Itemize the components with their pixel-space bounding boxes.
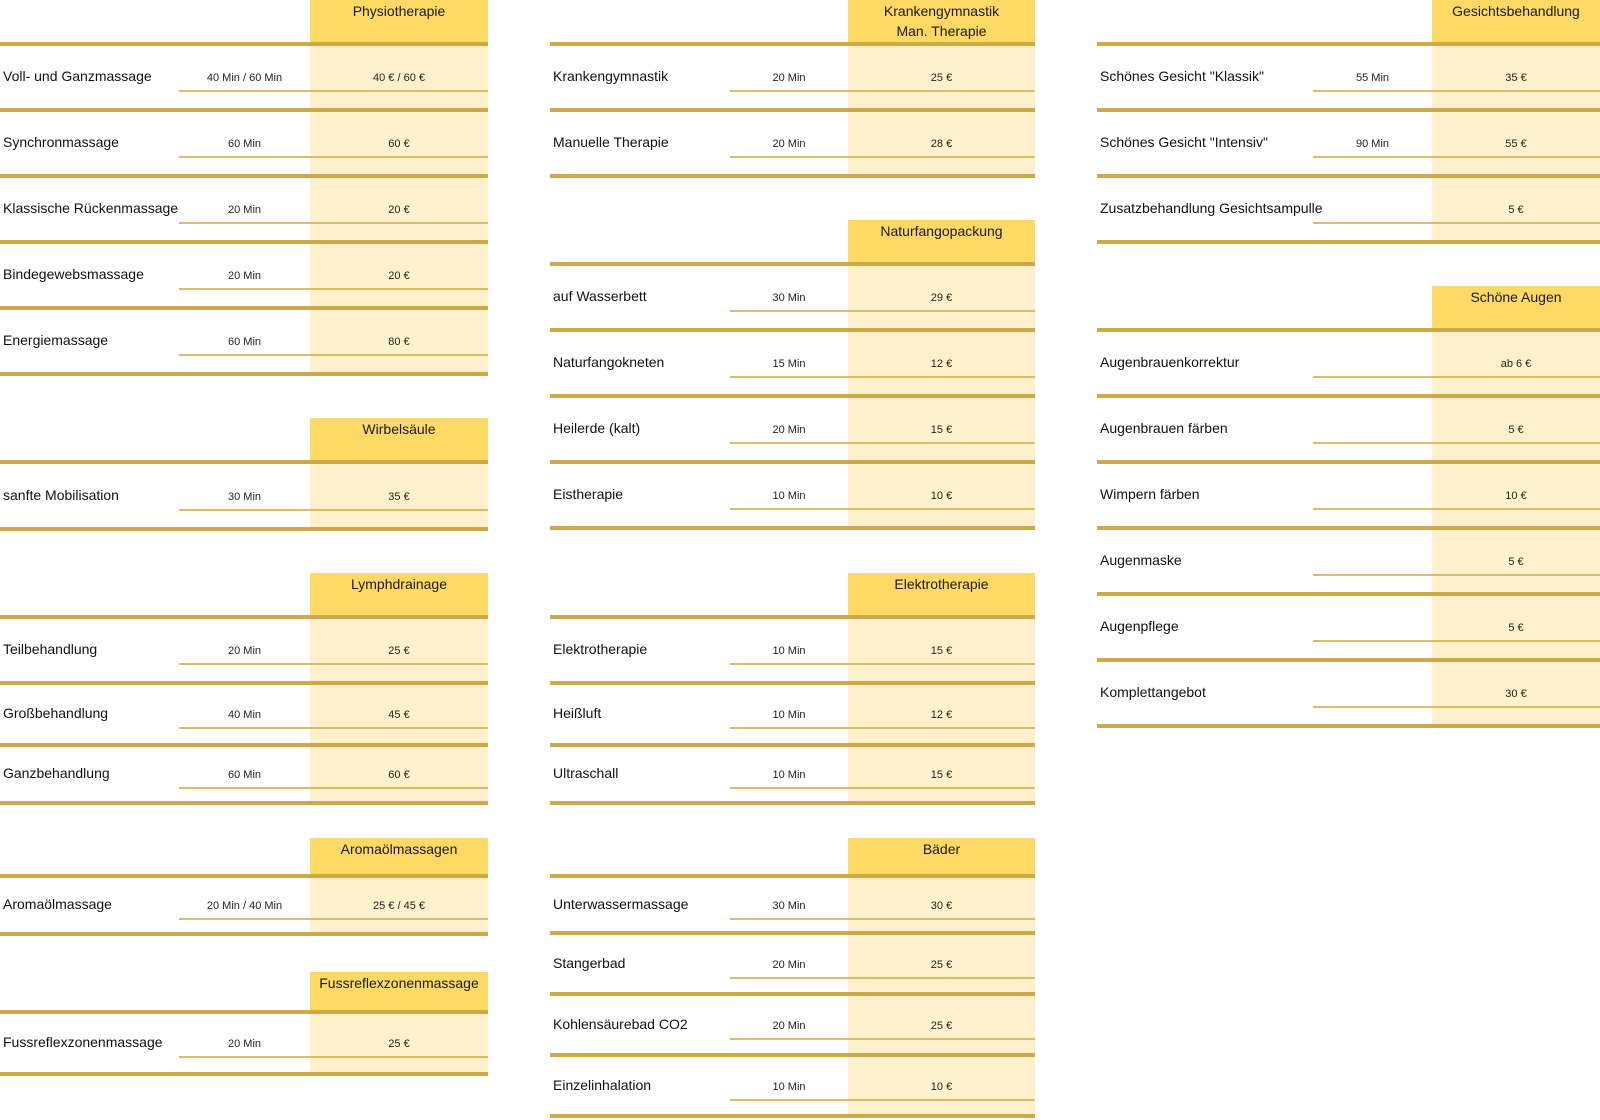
row-separator: [0, 801, 488, 805]
section-header: [848, 0, 1035, 44]
service-name: Teilbehandlung: [3, 641, 98, 657]
service-duration: 20 Min: [227, 204, 262, 216]
service-name: Augenbrauenkorrektur: [1100, 354, 1240, 370]
section-title: Elektrotherapie: [894, 576, 989, 592]
service-row: [550, 933, 1035, 994]
service-name: Zusatzbehandlung Gesichtsampulle: [1100, 200, 1323, 216]
service-name: Wimpern färben: [1100, 486, 1200, 502]
service-name: auf Wasserbett: [553, 288, 647, 304]
service-name: Klassische Rückenmassage: [3, 200, 179, 216]
price-section: [0, 972, 488, 1078]
service-duration: 20 Min: [227, 270, 262, 282]
service-name: Manuelle Therapie: [553, 134, 669, 150]
service-name: Ganzbehandlung: [3, 765, 110, 781]
service-row: [1097, 528, 1600, 594]
service-name: Großbehandlung: [3, 705, 109, 721]
service-duration: 60 Min: [227, 336, 262, 348]
service-price: 25 €: [930, 72, 953, 84]
service-name: Heilerde (kalt): [553, 420, 641, 436]
service-price: 25 €: [388, 1038, 410, 1050]
service-price: 5 €: [1508, 204, 1524, 216]
service-price: 10 €: [930, 490, 953, 502]
service-duration: 30 Min: [772, 900, 806, 912]
row-underline: [179, 787, 488, 789]
price-section: [0, 418, 488, 533]
section-header: [848, 573, 1035, 617]
row-underline: [1313, 442, 1600, 444]
service-duration: 15 Min: [772, 358, 806, 370]
service-name: Bindegewebsmassage: [3, 266, 144, 282]
row-underline: [730, 727, 1035, 729]
service-row: [550, 1055, 1035, 1116]
service-name: Heißluft: [553, 705, 602, 721]
service-price: 45 €: [388, 709, 410, 721]
service-duration: 30 Min: [227, 491, 262, 503]
service-row: [0, 308, 488, 374]
row-underline: [1313, 156, 1600, 158]
service-price: 25 €: [388, 645, 410, 657]
service-name: Komplettangebot: [1100, 684, 1206, 700]
service-name: Augenbrauen färben: [1100, 420, 1228, 436]
service-name: Kohlensäurebad CO2: [553, 1016, 688, 1032]
row-underline: [179, 222, 488, 224]
section-title: Lymphdrainage: [351, 576, 447, 592]
service-row: [550, 876, 1035, 933]
section-header: [848, 220, 1035, 264]
service-duration: 20 Min: [772, 1020, 806, 1032]
service-row: [550, 683, 1035, 745]
service-row: [1097, 110, 1600, 176]
section-title: Wirbelsäule: [362, 421, 436, 437]
row-underline: [1313, 508, 1600, 510]
service-row: [550, 396, 1035, 462]
service-name: Eistherapie: [553, 486, 624, 502]
service-row: [0, 1012, 488, 1074]
service-price: 29 €: [930, 292, 953, 304]
row-underline: [179, 90, 488, 92]
service-duration: 20 Min / 40 Min: [206, 900, 283, 912]
service-price: 20 €: [388, 204, 410, 216]
price-section: [550, 573, 1035, 807]
service-row: [0, 242, 488, 308]
row-underline: [1313, 90, 1600, 92]
section-title-line: Man. Therapie: [896, 23, 987, 39]
service-price: 55 €: [1505, 138, 1527, 150]
service-duration: 60 Min: [227, 138, 262, 150]
service-duration: 10 Min: [772, 645, 806, 657]
service-row: [1097, 330, 1600, 396]
section-header: [310, 972, 488, 1012]
service-row: [550, 330, 1035, 396]
row-underline: [179, 918, 488, 920]
price-section: [0, 838, 488, 938]
section-header: [310, 838, 488, 876]
service-duration: 10 Min: [772, 1081, 806, 1093]
service-row: [550, 264, 1035, 330]
service-price: 25 € / 45 €: [373, 900, 425, 912]
service-duration: 55 Min: [1355, 72, 1390, 84]
service-price: 35 €: [1505, 72, 1527, 84]
service-name: Ultraschall: [553, 765, 619, 781]
service-duration: 30 Min: [772, 292, 806, 304]
row-underline: [730, 787, 1035, 789]
service-price: 40 € / 60 €: [373, 72, 425, 84]
service-name: Unterwassermassage: [553, 896, 689, 912]
service-price: 25 €: [930, 959, 953, 971]
price-section: [0, 0, 488, 378]
row-underline: [730, 376, 1035, 378]
price-section: [550, 838, 1035, 1120]
service-row: [550, 44, 1035, 110]
row-underline: [730, 663, 1035, 665]
section-title: Schöne Augen: [1470, 289, 1562, 305]
service-price: 5 €: [1508, 424, 1524, 436]
service-price: 5 €: [1508, 556, 1524, 568]
service-price: 60 €: [388, 138, 410, 150]
service-price: 5 €: [1508, 622, 1524, 634]
row-underline: [1313, 222, 1600, 224]
service-row: [0, 110, 488, 176]
row-underline: [1313, 706, 1600, 708]
price-section: [1097, 286, 1600, 730]
service-duration: 20 Min: [772, 959, 806, 971]
section-title: Physiotherapie: [352, 3, 446, 19]
section-title: Naturfangopackung: [880, 223, 1003, 239]
row-separator: [0, 1072, 488, 1076]
row-separator: [0, 527, 488, 531]
section-title: Bäder: [922, 841, 961, 857]
service-price: 30 €: [930, 900, 953, 912]
row-underline: [179, 727, 488, 729]
service-price: 15 €: [930, 769, 953, 781]
service-name: Synchronmassage: [3, 134, 119, 150]
service-price: 15 €: [930, 645, 953, 657]
service-name: Fussreflexzonenmassage: [3, 1034, 163, 1050]
service-row: [1097, 44, 1600, 110]
service-name: Voll- und Ganzmassage: [3, 68, 152, 84]
row-underline: [179, 156, 488, 158]
service-name: Einzelinhalation: [553, 1077, 652, 1093]
row-underline: [730, 918, 1035, 920]
price-section: [550, 220, 1035, 532]
row-separator: [550, 801, 1035, 805]
service-name: Stangerbad: [553, 955, 626, 971]
service-name: Naturfangokneten: [553, 354, 665, 370]
service-row: [550, 617, 1035, 683]
price-section: [0, 573, 488, 807]
service-price: 15 €: [930, 424, 953, 436]
service-duration: 90 Min: [1355, 138, 1390, 150]
service-name: Aromaölmassage: [3, 896, 112, 912]
row-underline: [1313, 640, 1600, 642]
service-price: 80 €: [388, 336, 410, 348]
price-section: [1097, 0, 1600, 246]
section-title: Fussreflexzonenmassage: [319, 975, 479, 991]
service-price: 25 €: [930, 1020, 953, 1032]
service-name: Schönes Gesicht "Klassik": [1100, 68, 1265, 84]
section-title-line: Krankengymnastik: [883, 3, 1000, 19]
service-price: ab 6 €: [1500, 358, 1532, 370]
service-price: 12 €: [930, 709, 953, 721]
row-underline: [1313, 574, 1600, 576]
service-name: Augenpflege: [1100, 618, 1179, 634]
service-name: Augenmaske: [1100, 552, 1182, 568]
section-title: Aromaölmassagen: [340, 841, 458, 857]
service-duration: 10 Min: [772, 490, 806, 502]
service-row: [550, 110, 1035, 176]
service-row: [0, 745, 488, 803]
service-duration: 20 Min: [772, 138, 806, 150]
service-row: [0, 876, 488, 934]
service-duration: 20 Min: [227, 1038, 262, 1050]
service-row: [1097, 396, 1600, 462]
row-underline: [730, 977, 1035, 979]
row-underline: [730, 1038, 1035, 1040]
service-price: 10 €: [1505, 490, 1527, 502]
row-underline: [179, 354, 488, 356]
section-header: [848, 838, 1035, 876]
service-row: [0, 462, 488, 529]
service-name: Energiemassage: [3, 332, 109, 348]
service-name: sanfte Mobilisation: [3, 487, 119, 503]
service-name: Krankengymnastik: [553, 68, 669, 84]
row-separator: [1097, 724, 1600, 728]
row-underline: [179, 288, 488, 290]
service-duration: 10 Min: [772, 709, 806, 721]
service-price: 60 €: [388, 769, 410, 781]
service-row: [0, 44, 488, 110]
service-name: Schönes Gesicht "Intensiv": [1100, 134, 1268, 150]
service-price: 30 €: [1505, 688, 1527, 700]
service-duration: 20 Min: [772, 72, 806, 84]
service-row: [550, 994, 1035, 1055]
service-price: 35 €: [388, 491, 410, 503]
row-underline: [730, 442, 1035, 444]
service-row: [0, 683, 488, 745]
service-row: [1097, 594, 1600, 660]
row-underline: [730, 508, 1035, 510]
service-duration: 10 Min: [772, 769, 806, 781]
section-header: [1432, 286, 1600, 330]
service-row: [1097, 660, 1600, 726]
section-title: Gesichtsbehandlung: [1452, 3, 1580, 19]
service-row: [1097, 176, 1600, 242]
service-name: Elektrotherapie: [553, 641, 648, 657]
row-underline: [730, 310, 1035, 312]
section-header: [310, 573, 488, 617]
service-row: [0, 176, 488, 242]
section-header: [1432, 0, 1600, 44]
row-underline: [730, 1099, 1035, 1101]
section-header: [310, 418, 488, 462]
service-duration: 60 Min: [227, 769, 262, 781]
service-price: 12 €: [930, 358, 953, 370]
service-price: 10 €: [930, 1081, 953, 1093]
service-row: [550, 745, 1035, 803]
row-underline: [179, 663, 488, 665]
row-separator: [550, 526, 1035, 530]
price-section: [550, 0, 1035, 180]
row-separator: [1097, 240, 1600, 244]
row-underline: [730, 90, 1035, 92]
row-underline: [1313, 376, 1600, 378]
row-separator: [0, 372, 488, 376]
service-duration: 40 Min: [227, 709, 262, 721]
row-separator: [550, 174, 1035, 178]
row-separator: [0, 932, 488, 936]
service-price: 20 €: [388, 270, 410, 282]
service-row: [0, 617, 488, 683]
service-duration: 40 Min / 60 Min: [206, 72, 283, 84]
service-duration: 20 Min: [772, 424, 806, 436]
row-underline: [179, 509, 488, 511]
section-header: [310, 0, 488, 44]
service-duration: 20 Min: [227, 645, 262, 657]
row-underline: [179, 1056, 488, 1058]
service-row: [1097, 462, 1600, 528]
row-underline: [730, 156, 1035, 158]
service-row: [550, 462, 1035, 528]
service-price: 28 €: [930, 138, 953, 150]
